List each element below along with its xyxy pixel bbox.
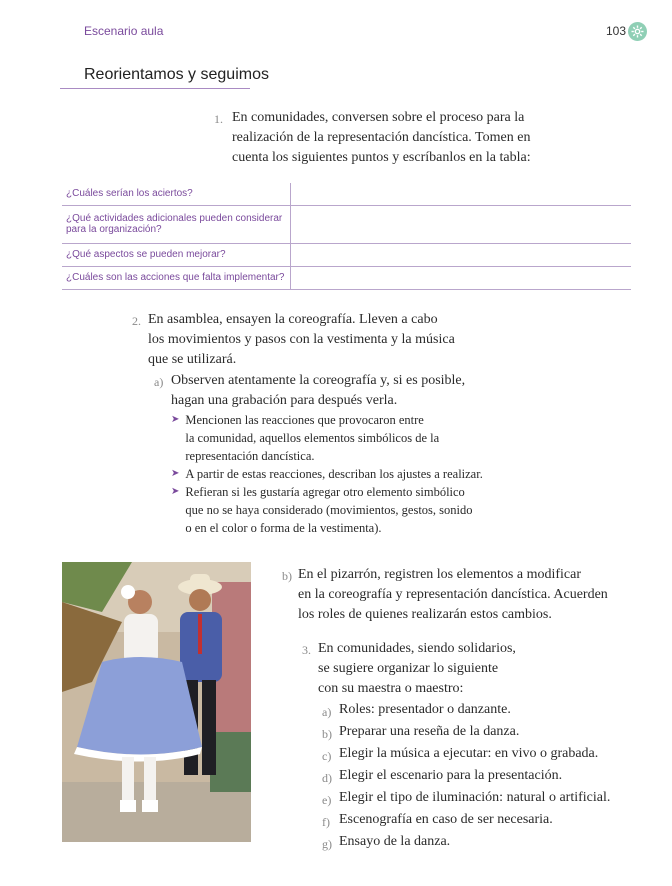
list-letter: a) [322,705,332,719]
list-letter: c) [322,749,332,763]
dance-photo [62,562,251,842]
bullet-line: Mencionen las reacciones que provocaron entre [185,413,424,427]
bullet-line: Refieran si les gustaría agregar otro elemento simbólico [185,485,465,499]
table-row [62,243,631,266]
table-row [62,266,631,289]
item2b-letter: b) [282,569,292,583]
table-answer-cell[interactable] [291,205,632,243]
bullet-list [171,411,531,537]
gear-icon [628,22,647,41]
table-question: ¿Qué actividades adicionales pueden considerar para la organización? [62,205,291,243]
item3-line: se sugiere organizar lo siguiente [318,661,499,676]
bullet-line: representación dancística. [185,449,315,463]
section-label: Escenario aula [84,24,164,38]
list-letter: g) [322,837,332,851]
list-letter: d) [322,771,332,785]
list-item [322,788,610,810]
arrow-icon: ➤ [171,414,180,425]
list-text: Ensayo de la danza. [339,834,451,849]
list-item [322,744,610,766]
list-item [322,766,610,788]
table-answer-cell[interactable] [291,183,632,205]
bullet-line: o en el color o forma de la vestimenta). [185,521,382,535]
list-item [171,465,531,483]
organize-list [322,700,610,854]
item2b-text [298,565,608,625]
item2a-letter: a) [154,375,164,389]
list-item [171,483,531,537]
list-item [322,832,610,854]
table-answer-cell[interactable] [291,266,632,289]
item2b-line: En el pizarrón, registren los elementos a modificar [298,567,582,582]
reflection-table [62,183,631,290]
list-item [171,411,531,465]
list-text: Elegir el tipo de iluminación: natural o artificial. [339,790,611,805]
list-letter: b) [322,727,332,741]
page-number: 103 [606,24,627,38]
item1-line: realización de la representación dancística. Tomen en [232,130,531,145]
item2a-line: Observen atentamente la coreografía y, si es posible, [171,373,466,388]
list-text: Roles: presentador o danzante. [339,702,511,717]
item2-line: que se utilizará. [148,352,237,367]
bullet-line: la comunidad, aquellos elementos simbólicos de la [185,431,440,445]
bullet-line: que no se haya considerado (movimientos, gestos, sonido [185,503,473,517]
table-row [62,183,631,205]
list-item [322,700,610,722]
item1-number: 1. [214,112,223,126]
list-item [322,810,610,832]
table-question: ¿Cuáles serían los aciertos? [62,183,291,205]
item2b-line: en la coreografía y representación dancística. Acuerden [298,587,608,602]
arrow-icon: ➤ [171,486,180,497]
item1-text [232,108,531,168]
item3-number: 3. [302,643,311,657]
item3-line: En comunidades, siendo solidarios, [318,641,516,656]
item2-line: los movimientos y pasos con la vestimenta y la música [148,332,455,347]
item2a-text [171,371,465,411]
table-answer-cell[interactable] [291,243,632,266]
bullet-line: A partir de estas reacciones, describan los ajustes a realizar. [185,467,483,481]
item1-line: cuenta los siguientes puntos y escríbanlos en la tabla: [232,150,531,165]
list-letter: f) [322,815,330,829]
item3-text [318,639,516,699]
list-text: Elegir la música a ejecutar: en vivo o grabada. [339,746,599,761]
list-text: Escenografía en caso de ser necesaria. [339,812,553,827]
item1-line: En comunidades, conversen sobre el proceso para la [232,110,525,125]
item2a-line: hagan una grabación para después verla. [171,393,398,408]
table-question: ¿Cuáles son las acciones que falta implementar? [62,266,291,289]
item2-text [148,310,455,370]
list-letter: e) [322,793,332,807]
item2-number: 2. [132,314,141,328]
list-text: Elegir el escenario para la presentación. [339,768,563,783]
table-row [62,205,631,243]
item2b-line: los roles de quienes realizarán estos cambios. [298,607,552,622]
page-title: Reorientamos y seguimos [84,66,269,83]
item2-line: En asamblea, ensayen la coreografía. Lleven a cabo [148,312,438,327]
item3-line: con su maestra o maestro: [318,681,464,696]
table-question: ¿Qué aspectos se pueden mejorar? [62,243,291,266]
arrow-icon: ➤ [171,468,180,479]
list-item [322,722,610,744]
title-underline [60,88,250,89]
list-text: Preparar una reseña de la danza. [339,724,520,739]
